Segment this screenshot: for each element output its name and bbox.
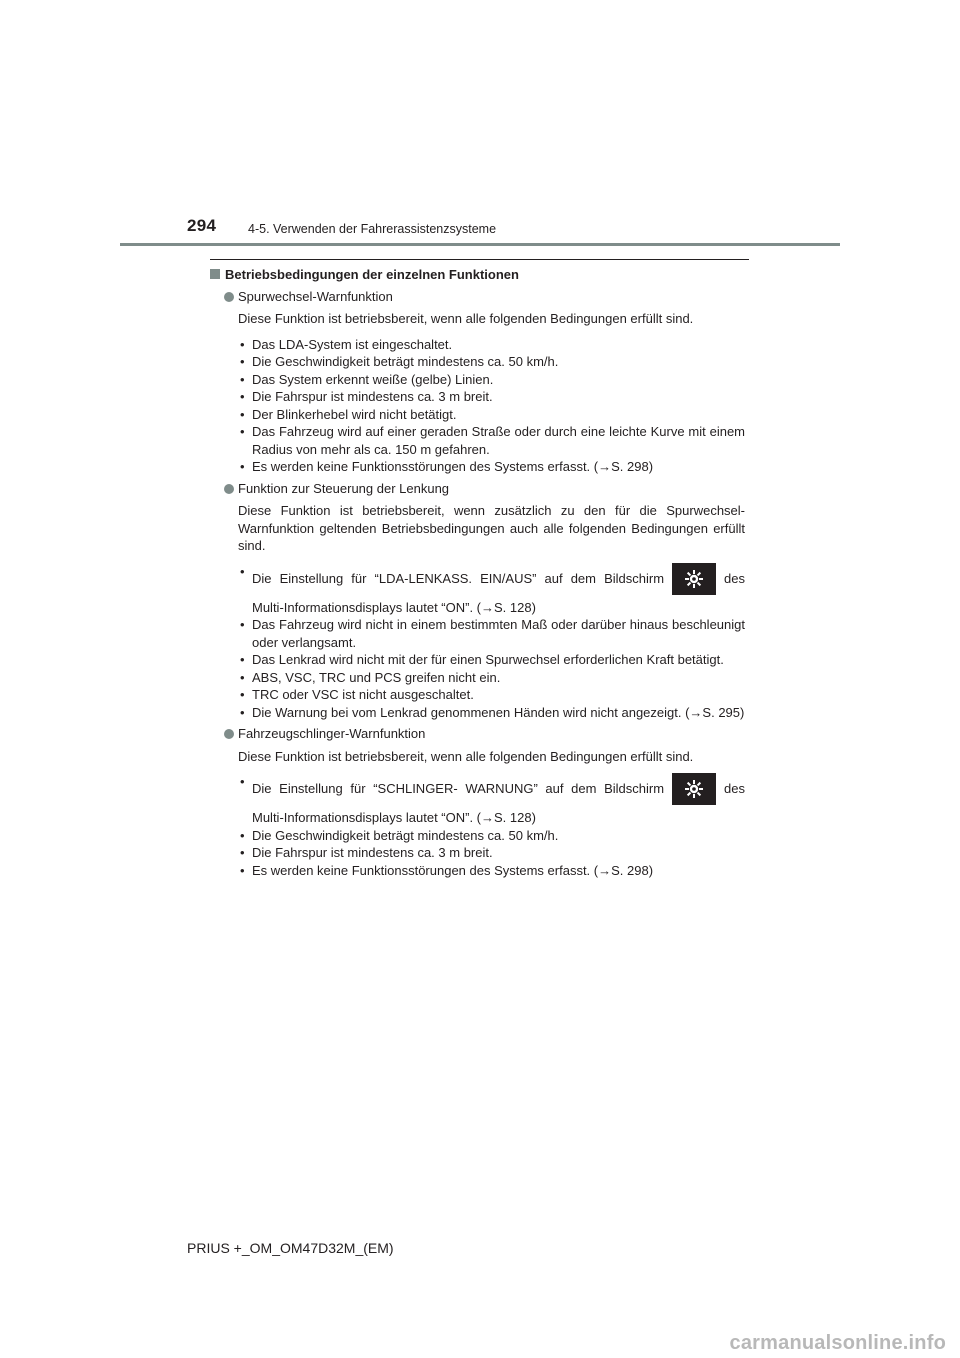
list-item: • Das Fahrzeug wird nicht in einem bestimmten Maß oder darüber hinaus beschleunigt oder verlangsamt. <box>238 616 745 651</box>
list-item: • Die Fahrspur ist mindestens ca. 3 m breit. <box>238 844 745 862</box>
square-bullet-icon <box>210 269 220 279</box>
subheading-text: Spurwechsel-Warnfunktion <box>238 288 393 304</box>
list-item: • Es werden keine Funktionsstörungen des Systems erfasst. (→S. 298) <box>238 458 745 476</box>
list-item: • Die Geschwindigkeit beträgt mindestens ca. 50 km/h. <box>238 827 745 845</box>
section-heading-text: Betriebsbedingungen der einzelnen Funktionen <box>225 267 519 282</box>
paragraph: Diese Funktion ist betriebsbereit, wenn zusätzlich zu den für die Spurwechsel-Warnfunktion geltenden Betriebsbedingungen auch alle folgenden Bedingungen erfüllt sind. <box>238 503 745 553</box>
subheading-text: Fahrzeugschlinger-Warnfunktion <box>238 726 426 741</box>
list-item-text: des <box>724 570 745 586</box>
list-item-text: Multi-Informationsdisplays lautet “ON”. (→S. 128) <box>252 810 536 825</box>
list-item: • Die Fahrspur ist mindestens ca. 3 m breit. <box>238 388 745 406</box>
manual-code-footer: PRIUS +_OM_OM47D32M_(EM) <box>187 1240 394 1256</box>
list-item: • Das Lenkrad wird nicht mit der für einen Spurwechsel erforderlichen Kraft betätigt. <box>238 651 745 669</box>
bullet-list <box>238 563 745 722</box>
list-item-text: • Die Einstellung für “LDA-LENKASS. EIN/AUS” auf dem Bildschirm <box>252 570 665 586</box>
list-item <box>238 563 745 617</box>
list-item <box>238 773 745 827</box>
subheading-text: Funktion zur Steuerung der Lenkung <box>238 480 450 496</box>
settings-gear-icon <box>672 563 716 595</box>
list-item: • Der Blinkerhebel wird nicht betätigt. <box>238 406 745 424</box>
bullet-list <box>238 773 745 879</box>
paragraph: Diese Funktion ist betriebsbereit, wenn alle folgenden Bedingungen erfüllt sind. <box>238 748 694 764</box>
bullet-list <box>238 336 745 476</box>
subheading-lane-departure <box>224 288 745 306</box>
circle-bullet-icon <box>224 292 234 302</box>
list-item: • ABS, VSC, TRC und PCS greifen nicht ein. <box>238 669 745 687</box>
list-item-text: des <box>724 781 745 797</box>
page-number: 294 <box>187 216 217 235</box>
content-top-rule <box>210 259 749 260</box>
subheading-sway <box>224 725 745 743</box>
settings-gear-icon <box>672 773 716 805</box>
list-item-text: • Die Einstellung für “SCHLINGER- WARNUNG” auf dem Bildschirm <box>252 781 665 797</box>
circle-bullet-icon <box>224 484 234 494</box>
subheading-steering <box>224 480 745 498</box>
content <box>210 266 745 883</box>
list-item: • TRC oder VSC ist nicht ausgeschaltet. <box>238 686 745 704</box>
watermark-link[interactable]: carmanualsonline.info <box>729 1332 946 1354</box>
section-heading <box>210 266 745 284</box>
paragraph: Diese Funktion ist betriebsbereit, wenn alle folgenden Bedingungen erfüllt sind. <box>238 311 694 326</box>
list-item: • Die Warnung bei vom Lenkrad genommenen Händen wird nicht angezeigt. (→S. 295) <box>238 704 745 722</box>
circle-bullet-icon <box>224 729 234 739</box>
list-item-text: Multi-Informationsdisplays lautet “ON”. (→S. 128) <box>252 599 536 615</box>
header-rule <box>120 243 840 246</box>
list-item: • Das LDA-System ist eingeschaltet. <box>238 336 745 354</box>
list-item: • Die Geschwindigkeit beträgt mindestens ca. 50 km/h. <box>238 353 745 371</box>
section-title: 4-5. Verwenden der Fahrerassistenzsysteme <box>248 222 497 236</box>
list-item: • Das System erkennt weiße (gelbe) Linien. <box>238 371 745 389</box>
list-item: • Es werden keine Funktionsstörungen des Systems erfasst. (→S. 298) <box>238 862 745 880</box>
list-item: • Das Fahrzeug wird auf einer geraden Straße oder durch eine leichte Kurve mit einem Radius von mehr als ca. 150 m gefahren. <box>238 423 745 458</box>
